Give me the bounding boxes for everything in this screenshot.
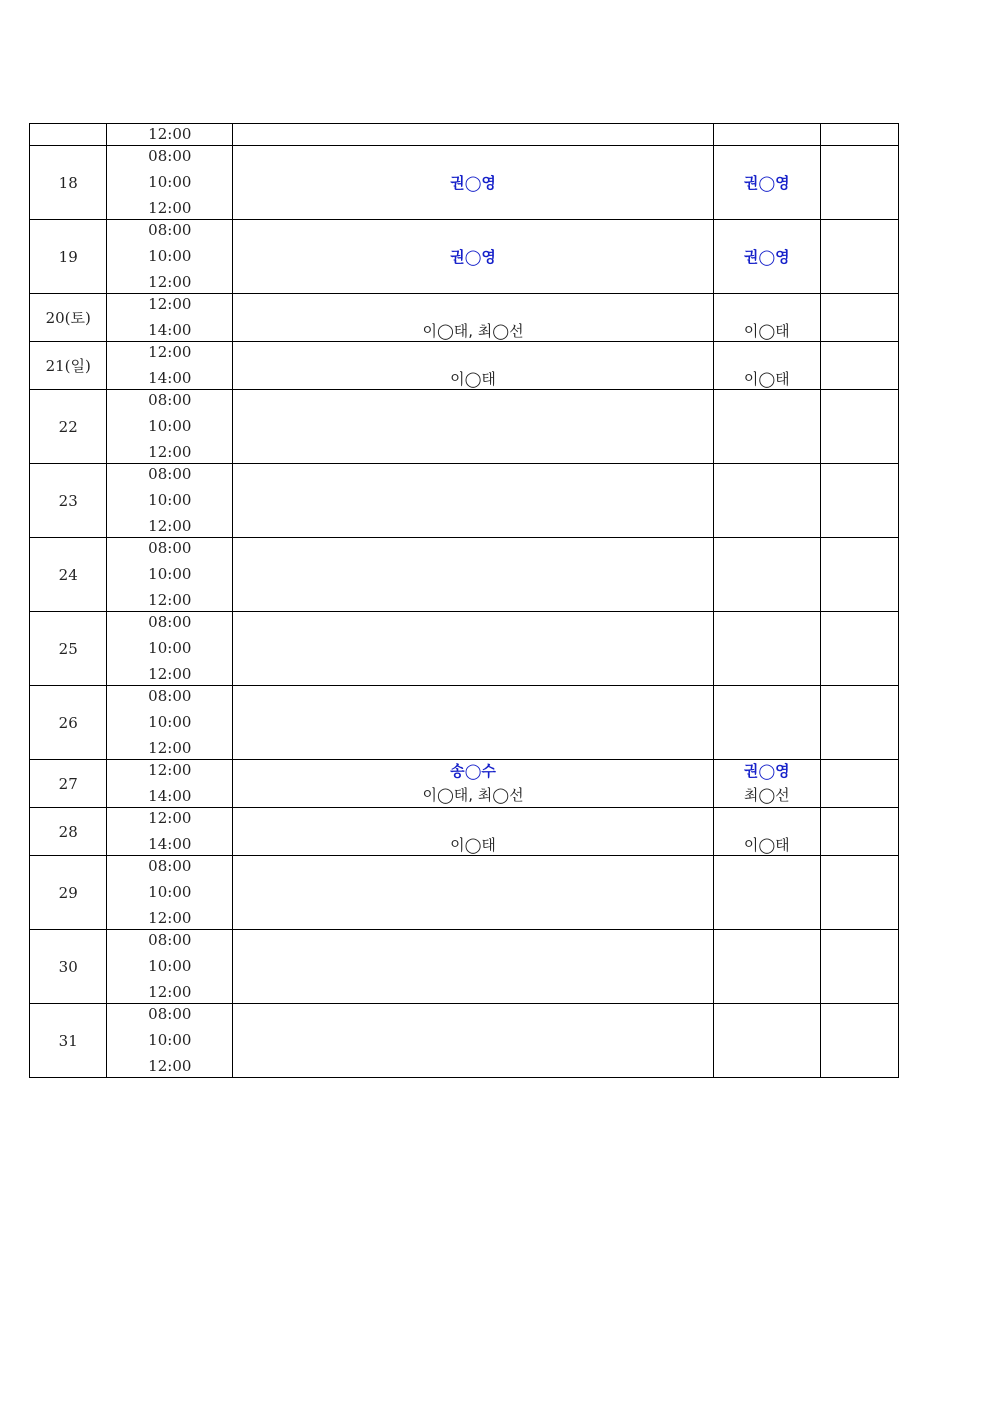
table-row <box>30 760 899 808</box>
time-slot: 14:00 <box>148 369 192 387</box>
time-cell <box>107 146 233 220</box>
time-slot: 08:00 <box>148 221 192 239</box>
time-slot: 14:00 <box>148 835 192 853</box>
time-cell <box>107 124 233 146</box>
main-assignee-cell <box>233 390 714 464</box>
table-row <box>30 538 899 612</box>
time-cell <box>107 930 233 1004</box>
table-row <box>30 808 899 856</box>
time-cell <box>107 464 233 538</box>
table-row <box>30 612 899 686</box>
assignee-name: 송◯수 <box>450 762 496 780</box>
table-row <box>30 124 899 146</box>
day-cell: 21(일) <box>30 342 107 390</box>
main-assignee-cell <box>233 760 714 808</box>
sub-assignee-cell <box>713 342 820 390</box>
time-slot: 12:00 <box>148 1057 192 1075</box>
sub-assignee-cell <box>713 808 820 856</box>
time-slot: 08:00 <box>148 147 192 165</box>
sub-assignee-cell <box>713 760 820 808</box>
day-cell: 25 <box>30 612 107 686</box>
sub-assignee-cell <box>713 538 820 612</box>
note-cell <box>820 220 898 294</box>
assignee-name: 권◯영 <box>450 174 496 192</box>
main-assignee-cell <box>233 538 714 612</box>
note-cell <box>820 930 898 1004</box>
assignee-name: 이◯태 <box>743 322 790 340</box>
main-assignee-cell <box>233 146 714 220</box>
sub-assignee-cell <box>713 146 820 220</box>
day-cell: 19 <box>30 220 107 294</box>
sub-assignee-cell <box>713 390 820 464</box>
time-slot: 10:00 <box>148 565 192 583</box>
day-cell: 27 <box>30 760 107 808</box>
time-cell <box>107 1004 233 1078</box>
sub-assignee-cell <box>713 294 820 342</box>
table-row <box>30 294 899 342</box>
table-row <box>30 464 899 538</box>
time-cell <box>107 856 233 930</box>
time-slot: 10:00 <box>148 957 192 975</box>
time-slot: 10:00 <box>148 639 192 657</box>
assignee-name: 이◯태 <box>450 370 496 388</box>
time-cell <box>107 342 233 390</box>
time-slot: 10:00 <box>148 713 192 731</box>
table-row <box>30 390 899 464</box>
time-slot: 10:00 <box>148 1031 192 1049</box>
note-cell <box>820 808 898 856</box>
main-assignee-cell <box>233 808 714 856</box>
sub-assignee-cell <box>713 930 820 1004</box>
sub-assignee-cell <box>713 686 820 760</box>
assignee-name: 이◯태, 최◯선 <box>422 322 524 340</box>
time-slot: 14:00 <box>148 787 192 805</box>
note-cell <box>820 612 898 686</box>
time-cell <box>107 538 233 612</box>
time-slot: 10:00 <box>148 417 192 435</box>
time-cell <box>107 612 233 686</box>
note-cell <box>820 760 898 808</box>
main-assignee-cell <box>233 930 714 1004</box>
day-cell: 22 <box>30 390 107 464</box>
schedule-table <box>29 123 899 1078</box>
day-cell: 18 <box>30 146 107 220</box>
time-cell <box>107 686 233 760</box>
time-slot: 08:00 <box>148 687 192 705</box>
table-row <box>30 220 899 294</box>
time-cell <box>107 760 233 808</box>
main-assignee-cell <box>233 464 714 538</box>
table-row <box>30 146 899 220</box>
day-cell: 29 <box>30 856 107 930</box>
assignee-name: 이◯태, 최◯선 <box>422 786 524 804</box>
time-cell <box>107 390 233 464</box>
main-assignee-cell <box>233 220 714 294</box>
time-slot: 08:00 <box>148 857 192 875</box>
time-slot: 08:00 <box>148 1005 192 1023</box>
day-cell <box>30 124 107 146</box>
sub-assignee-cell <box>713 856 820 930</box>
note-cell <box>820 146 898 220</box>
schedule-body <box>30 124 899 1078</box>
main-assignee-cell <box>233 612 714 686</box>
note-cell <box>820 294 898 342</box>
time-slot: 08:00 <box>148 539 192 557</box>
day-cell: 26 <box>30 686 107 760</box>
day-cell: 31 <box>30 1004 107 1078</box>
assignee-name: 권◯영 <box>743 248 790 266</box>
note-cell <box>820 686 898 760</box>
time-slot: 10:00 <box>148 491 192 509</box>
assignee-name: 이◯태 <box>450 836 496 854</box>
time-slot: 08:00 <box>148 391 192 409</box>
assignee-name: 이◯태 <box>743 836 790 854</box>
main-assignee-cell <box>233 342 714 390</box>
time-slot: 12:00 <box>148 739 192 757</box>
note-cell <box>820 124 898 146</box>
main-assignee-cell <box>233 856 714 930</box>
time-slot: 08:00 <box>148 465 192 483</box>
time-slot: 12:00 <box>148 199 192 217</box>
table-row <box>30 686 899 760</box>
main-assignee-cell <box>233 124 714 146</box>
table-row <box>30 856 899 930</box>
time-slot: 12:00 <box>148 125 192 143</box>
note-cell <box>820 342 898 390</box>
time-slot: 12:00 <box>148 517 192 535</box>
time-slot: 12:00 <box>148 443 192 461</box>
sub-assignee-cell <box>713 1004 820 1078</box>
time-slot: 12:00 <box>148 591 192 609</box>
assignee-name: 이◯태 <box>743 370 790 388</box>
assignee-name: 최◯선 <box>743 786 790 804</box>
time-slot: 12:00 <box>148 295 192 313</box>
time-slot: 12:00 <box>148 983 192 1001</box>
time-cell <box>107 808 233 856</box>
time-slot: 12:00 <box>148 809 192 827</box>
note-cell <box>820 856 898 930</box>
time-slot: 12:00 <box>148 343 192 361</box>
time-slot: 14:00 <box>148 321 192 339</box>
time-slot: 08:00 <box>148 613 192 631</box>
note-cell <box>820 390 898 464</box>
day-cell: 24 <box>30 538 107 612</box>
time-slot: 12:00 <box>148 909 192 927</box>
day-cell: 20(토) <box>30 294 107 342</box>
assignee-name: 권◯영 <box>743 762 790 780</box>
sub-assignee-cell <box>713 124 820 146</box>
time-cell <box>107 294 233 342</box>
day-cell: 23 <box>30 464 107 538</box>
time-slot: 10:00 <box>148 173 192 191</box>
note-cell <box>820 464 898 538</box>
time-slot: 12:00 <box>148 665 192 683</box>
time-slot: 10:00 <box>148 883 192 901</box>
sub-assignee-cell <box>713 464 820 538</box>
day-cell: 28 <box>30 808 107 856</box>
day-cell: 30 <box>30 930 107 1004</box>
sub-assignee-cell <box>713 220 820 294</box>
time-slot: 12:00 <box>148 761 192 779</box>
assignee-name: 권◯영 <box>743 174 790 192</box>
time-cell <box>107 220 233 294</box>
sub-assignee-cell <box>713 612 820 686</box>
time-slot: 12:00 <box>148 273 192 291</box>
table-row <box>30 930 899 1004</box>
table-row <box>30 1004 899 1078</box>
main-assignee-cell <box>233 294 714 342</box>
main-assignee-cell <box>233 1004 714 1078</box>
main-assignee-cell <box>233 686 714 760</box>
time-slot: 08:00 <box>148 931 192 949</box>
note-cell <box>820 538 898 612</box>
note-cell <box>820 1004 898 1078</box>
time-slot: 10:00 <box>148 247 192 265</box>
assignee-name: 권◯영 <box>450 248 496 266</box>
table-row <box>30 342 899 390</box>
